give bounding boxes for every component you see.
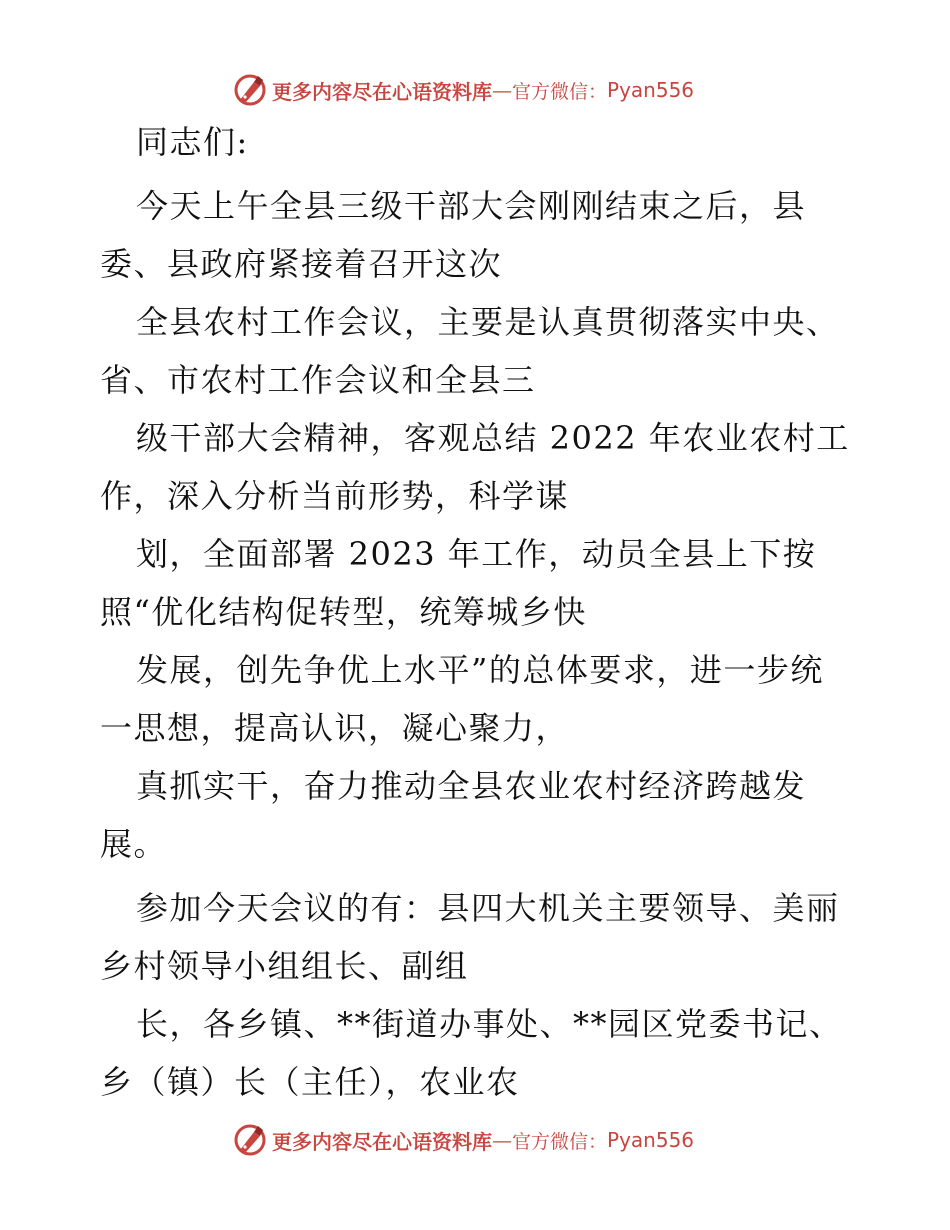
text-line: 同志们: [136,123,249,161]
text-line: 作，深入分析当前形势，科学谋 [100,477,570,515]
pen-nib-logo-icon [232,1122,268,1158]
banner-separator: — [492,1128,512,1152]
header-banner [232,70,694,110]
banner-wechat-label: 官方微信： [512,80,608,103]
pen-nib-logo-icon [232,72,268,108]
text-line: 一思想，提高认识，凝心聚力， [100,709,570,747]
banner-title: 更多内容尽在心语资料库 [272,79,492,104]
banner-wechat-id: Pyan556 [607,1128,695,1152]
text-line: 委、县政府紧接着召开这次 [100,245,503,283]
text-line: 划，全面部署 2023 年工作，动员全县上下按 [136,535,817,573]
banner-separator: — [492,78,512,102]
text-line: 真抓实干，奋力推动全县农业农村经济跨越发 [136,767,807,805]
text-line: 长，各乡镇、**街道办事处、**园区党委书记、 [136,1005,843,1043]
text-line: 展。 [100,825,168,863]
text-line: 省、市农村工作会议和全县三 [100,361,536,399]
text-line: 照“优化结构促转型，统筹城乡快 [100,593,587,631]
text-line: 全县农村工作会议，主要是认真贯彻落实中央、 [136,303,840,341]
banner-wechat-label: 官方微信： [512,1130,608,1153]
text-line: 参加今天会议的有：县四大机关主要领导、美丽 [136,889,840,927]
banner-title: 更多内容尽在心语资料库 [272,1129,492,1154]
text-line: 今天上午全县三级干部大会刚刚结束之后，县 [136,187,807,225]
text-line: 乡村领导小组组长、副组 [100,947,469,985]
text-line: 发展，创先争优上水平”的总体要求，进一步统 [136,651,824,689]
text-line: 级干部大会精神，客观总结 2022 年农业农村工 [136,419,850,457]
footer-banner [232,1120,694,1160]
text-line: 乡（镇）长（主任），农业农 [100,1063,520,1101]
banner-wechat-id: Pyan556 [607,78,695,102]
